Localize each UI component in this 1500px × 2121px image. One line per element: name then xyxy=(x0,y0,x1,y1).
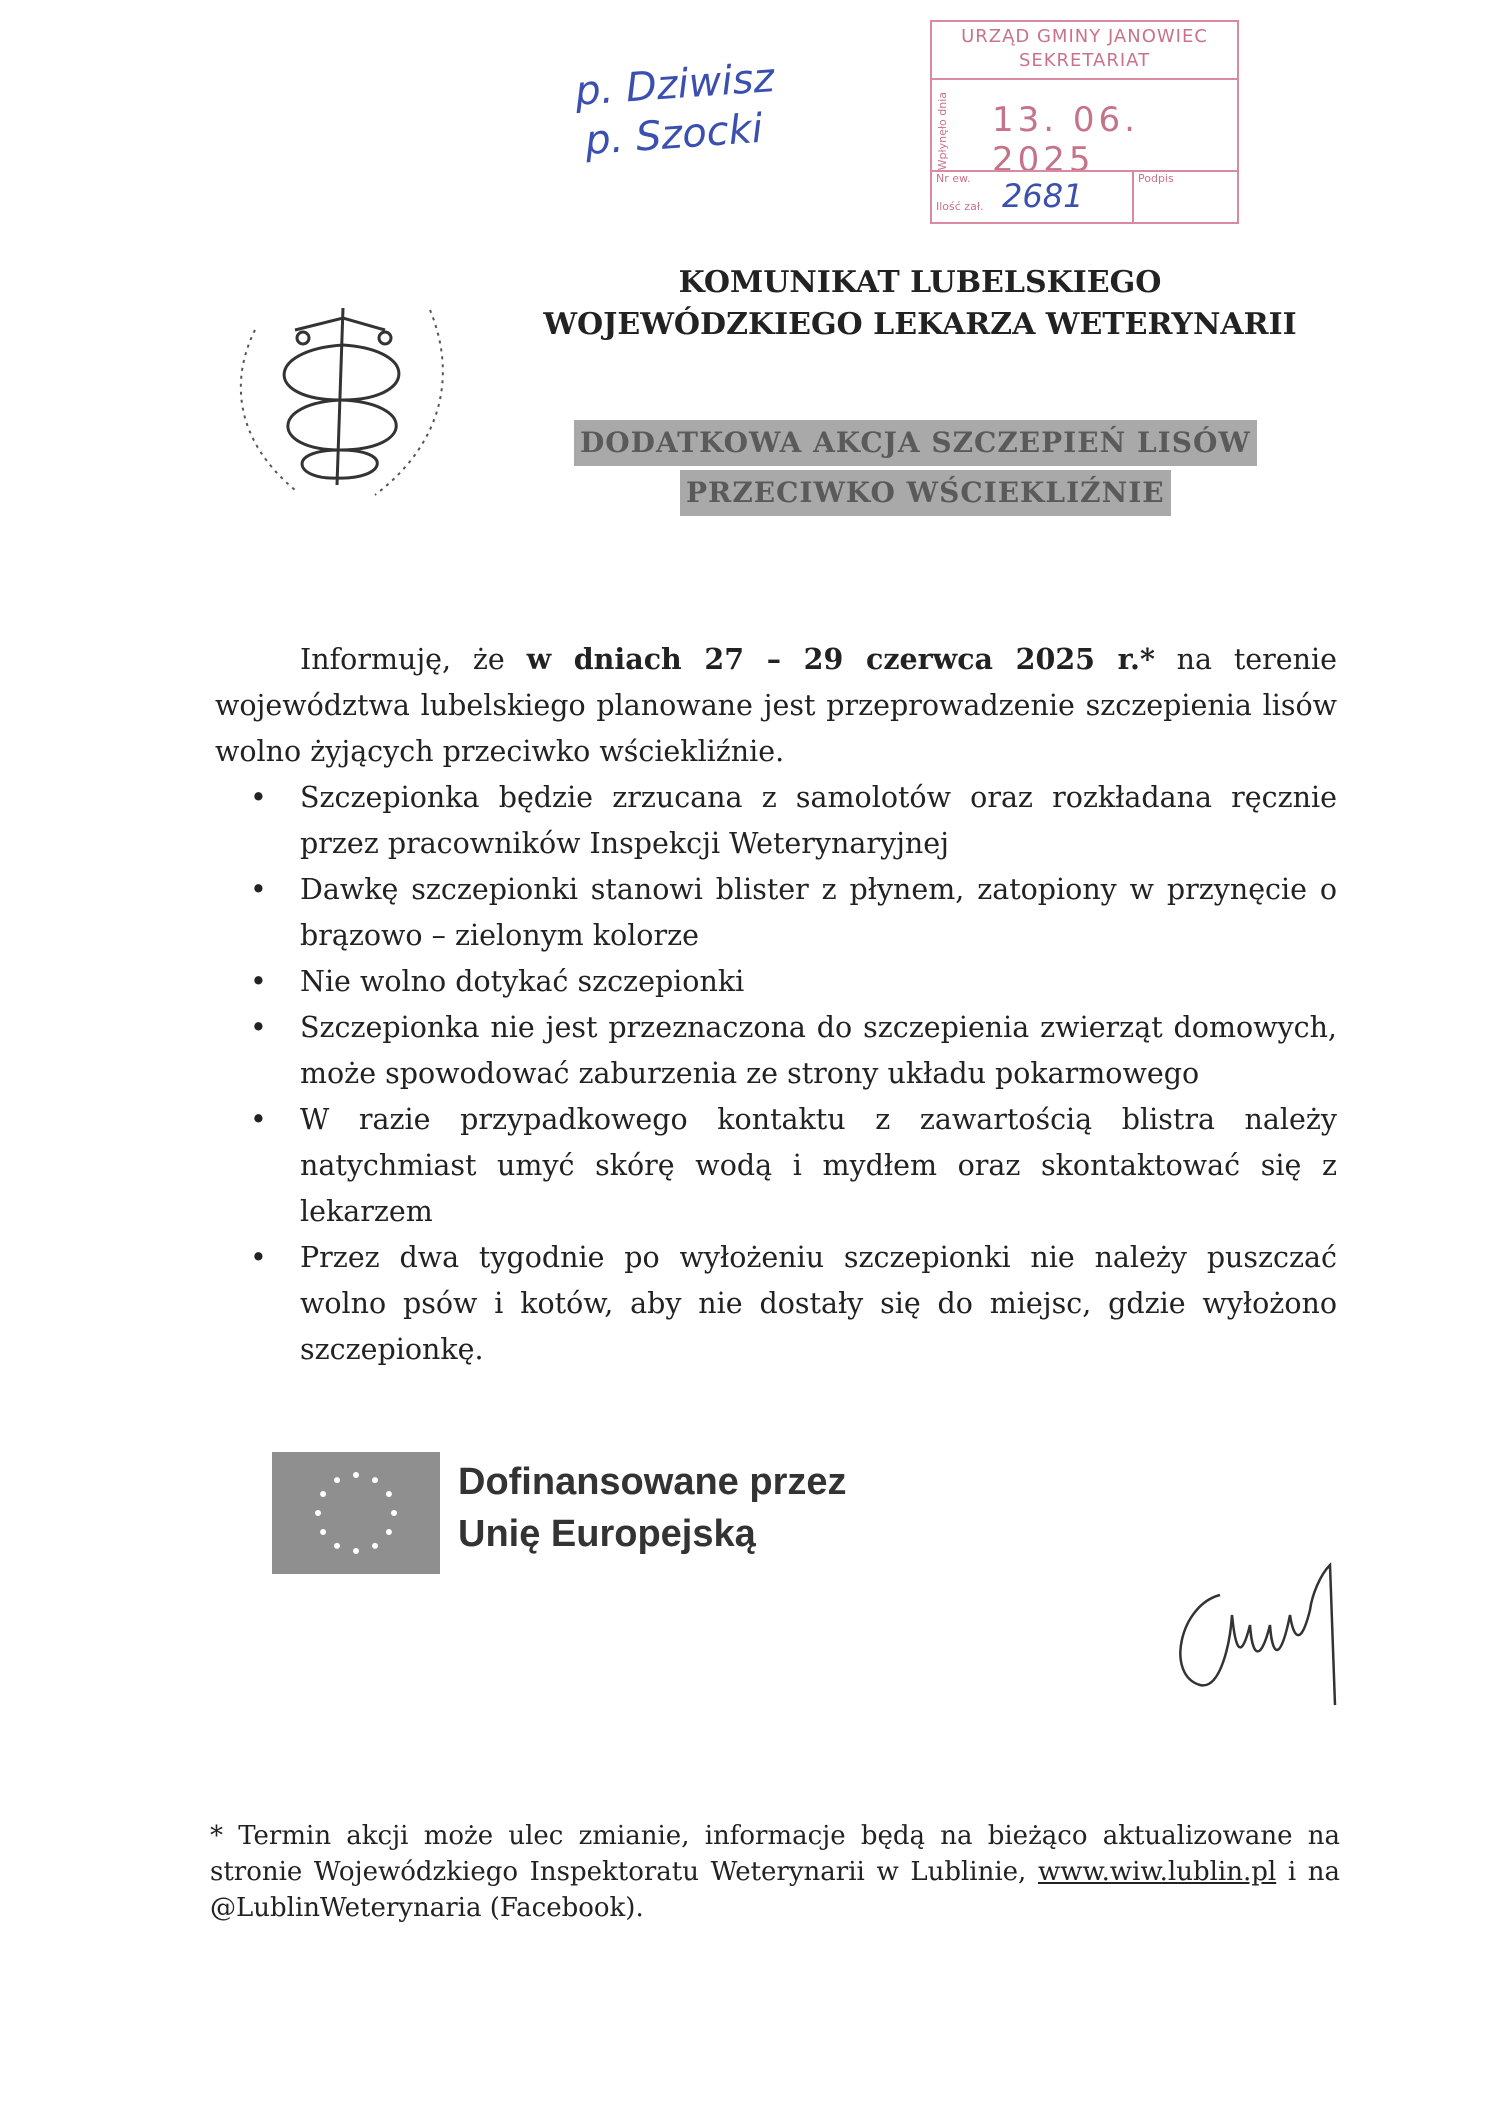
warnings-list xyxy=(215,775,1337,1373)
signature-icon xyxy=(1160,1555,1360,1715)
stamp-office-line2: SEKRETARIAT xyxy=(1018,50,1151,71)
stamp-signature-label: Podpis xyxy=(1138,172,1174,185)
eu-star-icon xyxy=(315,1510,321,1516)
list-item: • Nie wolno dotykać szczepionki xyxy=(215,959,1337,1005)
registry-stamp xyxy=(930,20,1239,224)
eu-star-icon xyxy=(334,1543,340,1549)
title-line2: WOJEWÓDZKIEGO LEKARZA WETERYNARII xyxy=(543,307,1297,342)
eu-star-icon xyxy=(353,1472,359,1478)
eu-funding-text xyxy=(458,1456,847,1560)
list-item: • Szczepionka nie jest przeznaczona do szczepienia zwierząt domowych, może spowodować zaburzenia ze strony układu pokarmowego xyxy=(215,1005,1337,1097)
intro-date-bold: w dniach 27 – 29 czerwca 2025 r.* xyxy=(526,642,1155,676)
veterinary-caduceus-logo-icon xyxy=(225,290,455,500)
title-line1: KOMUNIKAT LUBELSKIEGO xyxy=(678,265,1162,300)
list-item: • W razie przypadkowego kontaktu z zawartością blistra należy natychmiast umyć skórę wodą i mydłem oraz skontaktować się z lekarzem xyxy=(215,1097,1337,1235)
footer-note xyxy=(210,1818,1340,1926)
list-item: • Szczepionka będzie zrzucana z samolotów oraz rozkładana ręcznie przez pracowników Inspekcji Weterynaryjnej xyxy=(215,775,1337,867)
eu-star-icon xyxy=(386,1529,392,1535)
eu-star-icon xyxy=(353,1548,359,1554)
stamp-number: 2681 xyxy=(1002,177,1084,215)
intro-text-2: na terenie województwa lubelskiego planowane jest przeprowadzenie szczepienia lisów wolno żyjących przeciwko wściekliźnie. xyxy=(215,643,1337,768)
eu-star-icon xyxy=(386,1491,392,1497)
eu-line2: Unię Europejską xyxy=(458,1513,756,1555)
stamp-attachments-label: Ilość zał. xyxy=(936,200,984,213)
handwritten-note-line2: p. Szocki xyxy=(583,105,765,165)
stamp-office-line1: URZĄD GMINY JANOWIEC xyxy=(961,26,1208,47)
intro-text-1: Informuję, że xyxy=(300,643,527,676)
banner-line2: PRZECIWKO WŚCIEKLIŹNIE xyxy=(680,470,1171,516)
list-item: • Dawkę szczepionki stanowi blister z płynem, zatopiony w przynęcie o brązowo – zielonym kolorze xyxy=(215,867,1337,959)
stamp-received-label: Wpłynęło dnia xyxy=(936,92,949,171)
footer-link[interactable]: www.wiw.lublin.pl xyxy=(1037,1857,1277,1887)
footer-text-1: * Termin akcji może ulec zmianie, informacje będą na bieżąco aktualizowane na stronie Wojewódzkiego Inspektoratu Weterynarii w Lublinie, xyxy=(210,1821,1340,1887)
stamp-number-label: Nr ew. xyxy=(936,172,971,185)
eu-star-icon xyxy=(320,1491,326,1497)
announcement-body xyxy=(215,636,1337,1373)
list-item: • Przez dwa tygodnie po wyłożeniu szczepionki nie należy puszczać wolno psów i kotów, aby nie dostały się do miejsc, gdzie wyłożono szczepionkę. xyxy=(215,1235,1337,1373)
eu-star-icon xyxy=(372,1543,378,1549)
eu-star-icon xyxy=(320,1529,326,1535)
page-title xyxy=(470,262,1370,346)
eu-line1: Dofinansowane przez xyxy=(458,1461,847,1503)
eu-star-icon xyxy=(391,1510,397,1516)
eu-flag-icon xyxy=(272,1452,440,1574)
eu-star-icon xyxy=(372,1477,378,1483)
banner-line1: DODATKOWA AKCJA SZCZEPIEŃ LISÓW xyxy=(574,420,1257,466)
intro-paragraph xyxy=(215,636,1337,775)
footer-text-2: i na @LublinWeterynaria (Facebook). xyxy=(210,1857,1341,1923)
eu-star-icon xyxy=(334,1477,340,1483)
stamp-date: 13. 06. 2025 xyxy=(992,100,1139,180)
handwritten-note-line1: p. Dziwisz xyxy=(573,55,776,115)
